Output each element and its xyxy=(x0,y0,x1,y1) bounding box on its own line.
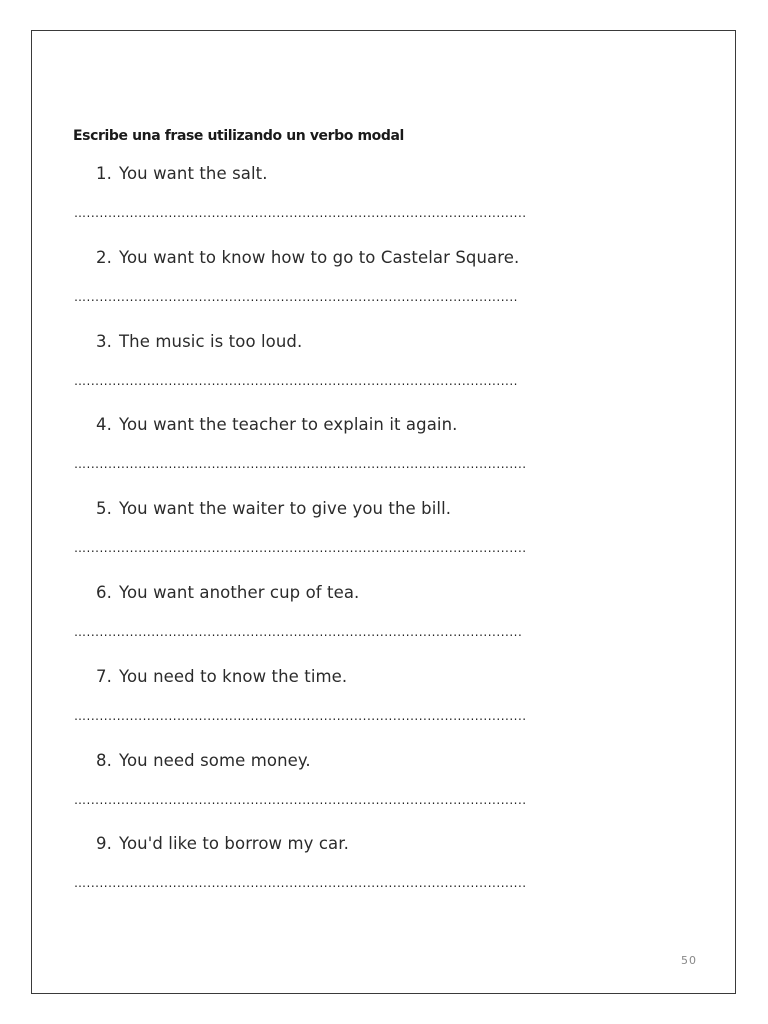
question-number: 6. xyxy=(96,583,112,602)
question-number: 8. xyxy=(96,751,112,770)
answer-line-5[interactable]: …...................................................................................................... xyxy=(74,541,527,555)
question-item-4 xyxy=(96,415,458,434)
answer-line-9[interactable]: …...................................................................................................... xyxy=(74,876,527,890)
answer-line-4[interactable]: …...................................................................................................... xyxy=(74,457,527,471)
answer-line-3[interactable]: ….................................................................................................... xyxy=(74,374,518,388)
answer-line-1[interactable]: …...................................................................................................... xyxy=(74,206,527,220)
question-item-2 xyxy=(96,248,519,267)
question-item-9 xyxy=(96,834,349,853)
question-text: You want another cup of tea. xyxy=(119,583,360,602)
question-number: 5. xyxy=(96,499,112,518)
question-text: You need to know the time. xyxy=(119,667,348,686)
question-number: 1. xyxy=(96,164,112,183)
instruction-heading: Escribe una frase utilizando un verbo modal xyxy=(73,128,404,144)
question-text: You need some money. xyxy=(119,751,311,770)
question-item-7 xyxy=(96,667,347,686)
question-text: You'd like to borrow my car. xyxy=(119,834,349,853)
answer-line-6[interactable]: …..................................................................................................... xyxy=(74,625,523,639)
question-number: 4. xyxy=(96,415,112,434)
answer-line-2[interactable]: ….................................................................................................... xyxy=(74,290,518,304)
answer-line-7[interactable]: …...................................................................................................... xyxy=(74,709,527,723)
question-text: You want to know how to go to Castelar Square. xyxy=(119,248,520,267)
question-text: You want the salt. xyxy=(119,164,268,183)
question-item-3 xyxy=(96,332,302,351)
question-item-5 xyxy=(96,499,451,518)
question-number: 9. xyxy=(96,834,112,853)
question-text: The music is too loud. xyxy=(119,332,303,351)
question-text: You want the teacher to explain it again. xyxy=(119,415,458,434)
question-item-1 xyxy=(96,164,268,183)
question-item-8 xyxy=(96,751,311,770)
question-number: 7. xyxy=(96,667,112,686)
question-text: You want the waiter to give you the bill. xyxy=(119,499,452,518)
answer-line-8[interactable]: …...................................................................................................... xyxy=(74,793,527,807)
question-number: 3. xyxy=(96,332,112,351)
question-number: 2. xyxy=(96,248,112,267)
question-item-6 xyxy=(96,583,359,602)
page-number: 50 xyxy=(681,954,697,967)
